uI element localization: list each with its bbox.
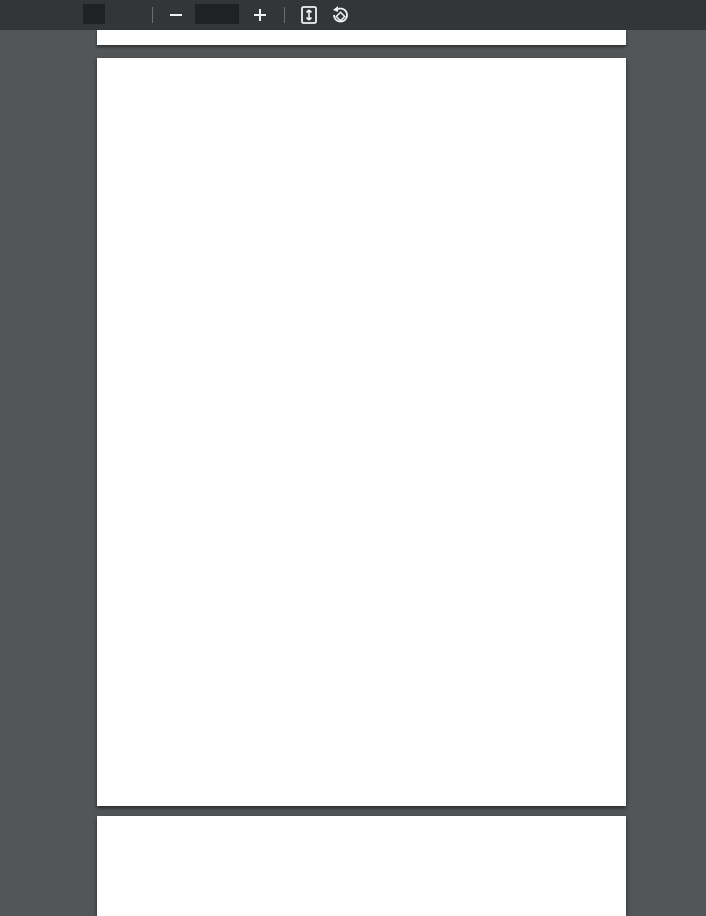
rotate-icon — [329, 4, 351, 26]
pdf-toolbar — [0, 0, 706, 30]
rotate-button[interactable] — [329, 4, 351, 26]
fit-page-button[interactable] — [298, 4, 320, 26]
toolbar-divider — [284, 7, 285, 23]
next-page — [97, 816, 626, 916]
page-number-input[interactable] — [83, 4, 105, 24]
fit-page-icon — [298, 4, 320, 26]
document-page — [97, 58, 626, 806]
zoom-level-input[interactable] — [195, 4, 239, 24]
previous-page — [97, 30, 626, 45]
zoom-in-button[interactable] — [250, 5, 270, 25]
zoom-out-button[interactable] — [166, 5, 186, 25]
toolbar-divider — [152, 7, 153, 23]
